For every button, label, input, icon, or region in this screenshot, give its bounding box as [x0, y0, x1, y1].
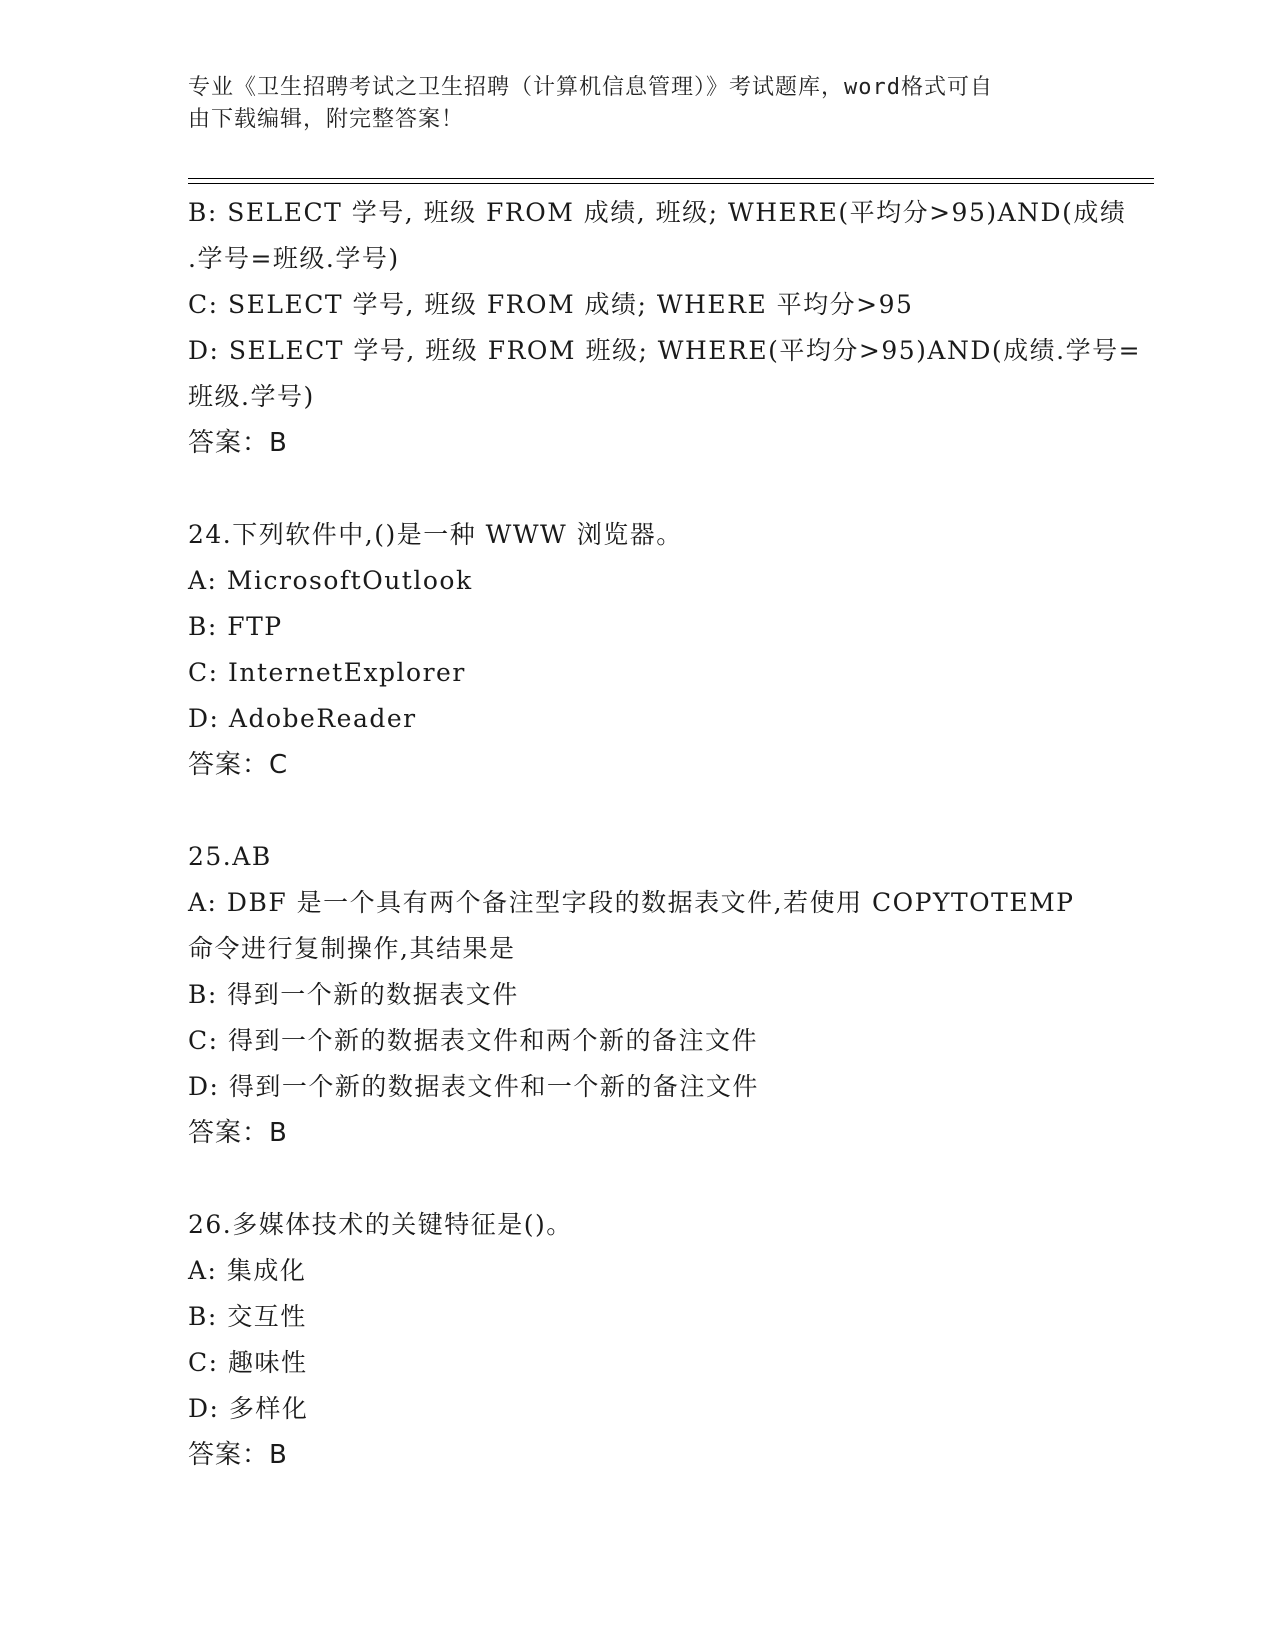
option-c: C: InternetExplorer — [188, 658, 466, 687]
option-d: D: 多样化 — [188, 1394, 309, 1423]
option-d: D: AdobeReader — [188, 704, 417, 733]
answer-23: 答案：B — [188, 428, 288, 458]
header-divider — [188, 178, 1154, 184]
option-a-line-2: 命令进行复制操作,其结果是 — [188, 934, 516, 963]
option-a: A: 集成化 — [188, 1256, 307, 1285]
option-b: B: 交互性 — [188, 1302, 307, 1331]
question-25-text: 25.AB — [188, 842, 272, 871]
option-b-line-1: B: SELECT 学号, 班级 FROM 成绩, 班级; WHERE(平均分>95)AND(成绩 — [188, 198, 1127, 227]
spacer — [188, 788, 1088, 834]
answer-25: 答案：B — [188, 1118, 288, 1148]
question-25 — [188, 834, 1088, 1156]
spacer — [188, 1156, 1088, 1202]
option-d: D: 得到一个新的数据表文件和一个新的备注文件 — [188, 1072, 759, 1101]
header-line-2: 由下载编辑，附完整答案！ — [188, 107, 465, 132]
option-b-line-2: .学号=班级.学号) — [188, 244, 400, 273]
spacer — [188, 466, 1088, 512]
question-24-text: 24.下列软件中,()是一种 WWW 浏览器。 — [188, 520, 683, 549]
page-header — [188, 72, 1068, 136]
option-d-line-2: 班级.学号) — [188, 382, 315, 411]
question-list — [188, 190, 1142, 1478]
option-c: C: 趣味性 — [188, 1348, 308, 1377]
question-26-text: 26.多媒体技术的关键特征是()。 — [188, 1210, 573, 1239]
option-c: C: SELECT 学号, 班级 FROM 成绩; WHERE 平均分>95 — [188, 290, 914, 319]
question-26 — [188, 1202, 1088, 1478]
option-b: B: FTP — [188, 612, 283, 641]
option-c: C: 得到一个新的数据表文件和两个新的备注文件 — [188, 1026, 758, 1055]
answer-26: 答案：B — [188, 1440, 288, 1470]
option-a-line-1: A: DBF 是一个具有两个备注型字段的数据表文件,若使用 COPYTOTEMP — [188, 888, 1075, 917]
question-24 — [188, 512, 1088, 788]
question-23-tail — [188, 190, 1142, 466]
option-d-line-1: D: SELECT 学号, 班级 FROM 班级; WHERE(平均分>95)AND(成绩.学号= — [188, 336, 1142, 365]
header-line-1: 专业《卫生招聘考试之卫生招聘（计算机信息管理）》考试题库，word格式可自 — [188, 75, 993, 100]
option-b: B: 得到一个新的数据表文件 — [188, 980, 519, 1009]
option-a: A: MicrosoftOutlook — [188, 566, 473, 595]
answer-24: 答案：C — [188, 750, 289, 780]
